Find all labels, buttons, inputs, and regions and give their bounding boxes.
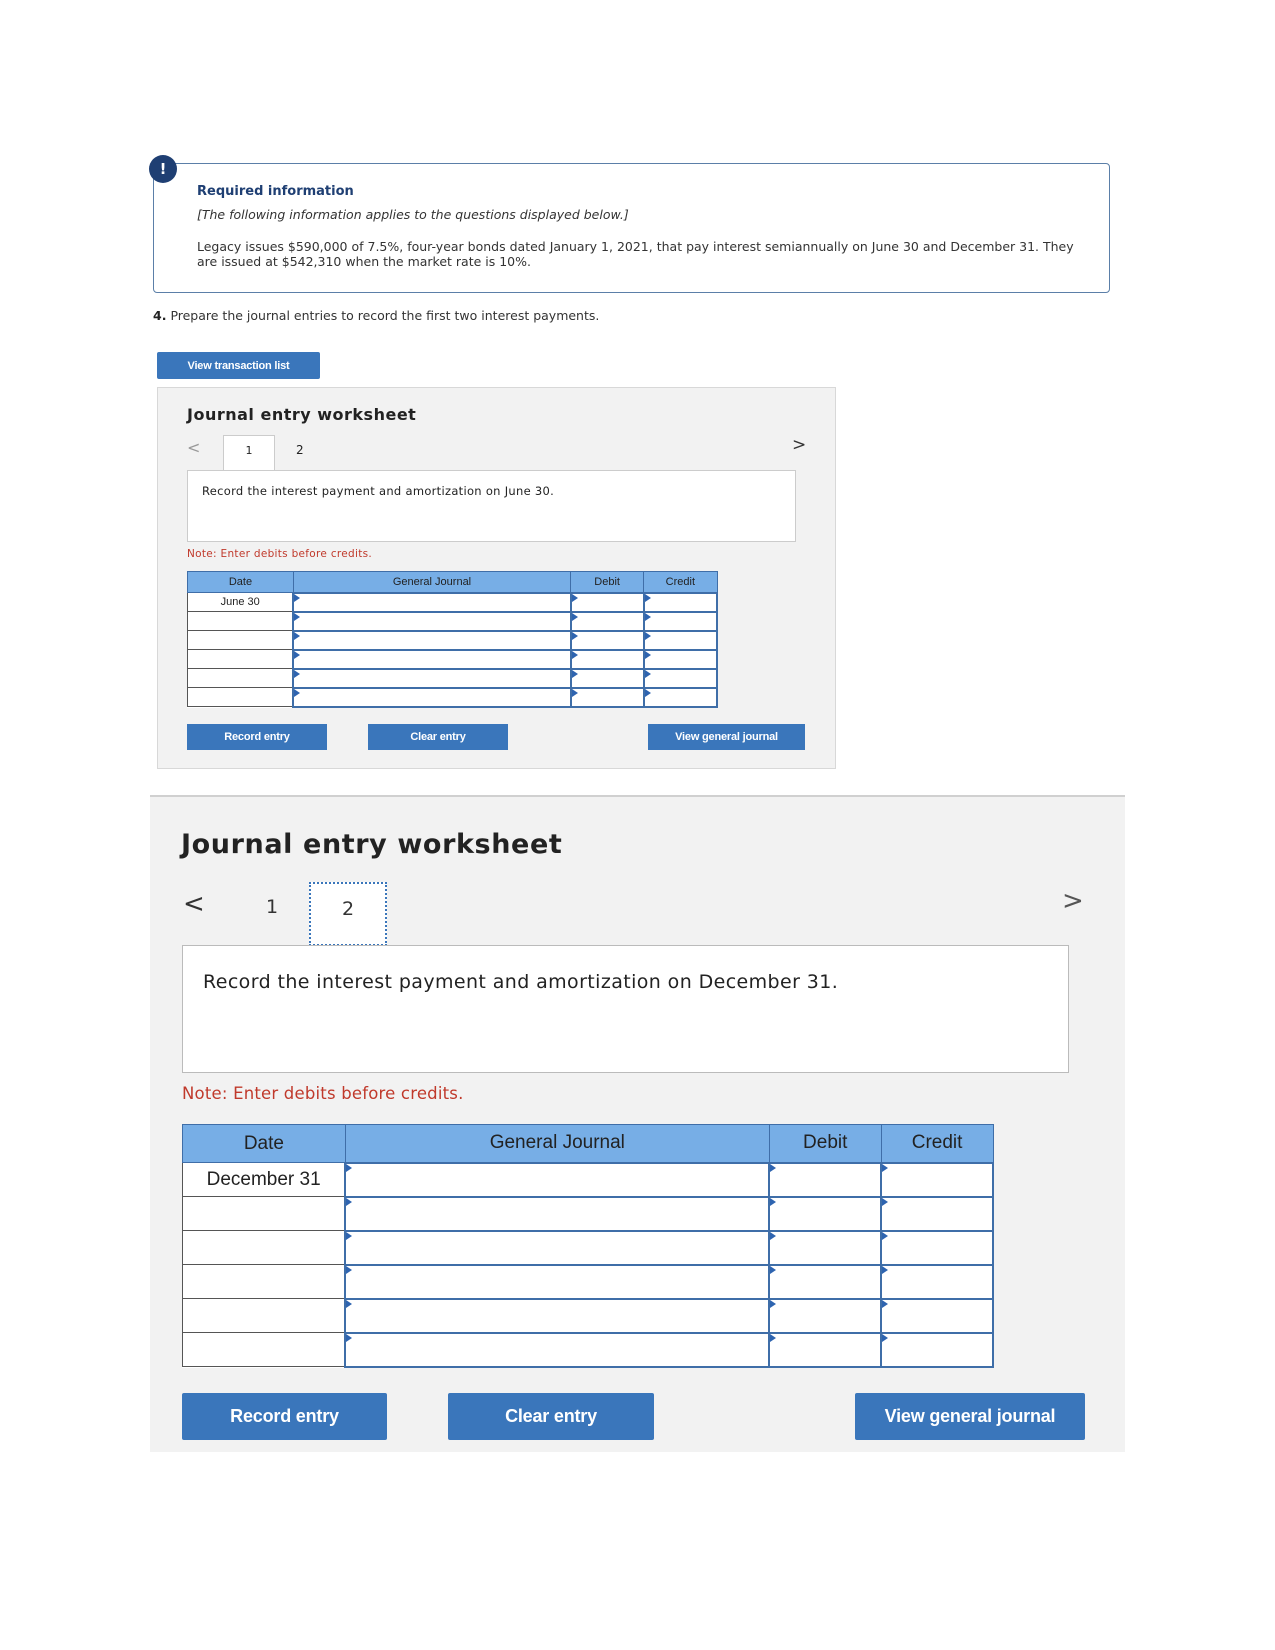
column-header-credit: Credit	[881, 1125, 993, 1163]
instruction-box	[187, 470, 796, 542]
credit-input[interactable]	[644, 688, 717, 707]
credit-input[interactable]	[881, 1231, 993, 1265]
credit-input[interactable]	[644, 650, 717, 669]
date-cell: June 30	[188, 593, 294, 612]
instruction-box	[182, 945, 1069, 1073]
debit-input[interactable]	[769, 1197, 881, 1231]
column-header-credit: Credit	[644, 572, 717, 593]
date-cell	[183, 1231, 346, 1265]
account-dropdown[interactable]	[345, 1163, 769, 1197]
record-entry-button[interactable]: Record entry	[187, 724, 327, 750]
account-dropdown[interactable]	[293, 612, 570, 631]
table-row	[188, 631, 718, 650]
table-row	[188, 612, 718, 631]
table-row	[183, 1231, 994, 1265]
note-text: Note: Enter debits before credits.	[182, 1084, 464, 1103]
worksheet-title: Journal entry worksheet	[187, 405, 417, 424]
debit-input[interactable]	[571, 612, 644, 631]
table-row	[183, 1299, 994, 1333]
required-info-box	[153, 163, 1110, 293]
question-number: 4.	[153, 308, 167, 323]
column-header-date: Date	[183, 1125, 346, 1163]
debit-input[interactable]	[571, 650, 644, 669]
column-header-general-journal: General Journal	[293, 572, 570, 593]
date-cell	[188, 612, 294, 631]
tab-2[interactable]: 2	[309, 882, 387, 946]
question	[153, 308, 599, 323]
prev-chevron-icon[interactable]: <	[187, 438, 201, 457]
account-dropdown[interactable]	[345, 1231, 769, 1265]
date-cell	[188, 688, 294, 707]
clear-entry-button[interactable]: Clear entry	[448, 1393, 654, 1440]
journal-worksheet-small	[157, 387, 836, 769]
date-cell	[188, 669, 294, 688]
info-subtitle: [The following information applies to the questions displayed below.]	[197, 207, 629, 222]
instruction-text: Record the interest payment and amortization on December 31.	[203, 971, 839, 993]
credit-input[interactable]	[881, 1299, 993, 1333]
account-dropdown[interactable]	[293, 650, 570, 669]
journal-table	[187, 571, 718, 708]
account-dropdown[interactable]	[293, 631, 570, 650]
tab-1[interactable]: 1	[266, 896, 279, 918]
tab-1[interactable]: 1	[223, 435, 275, 471]
debit-input[interactable]	[571, 669, 644, 688]
view-general-journal-button[interactable]: View general journal	[855, 1393, 1085, 1440]
credit-input[interactable]	[881, 1265, 993, 1299]
table-row	[188, 688, 718, 707]
debit-input[interactable]	[769, 1265, 881, 1299]
date-cell	[183, 1299, 346, 1333]
account-dropdown[interactable]	[345, 1333, 769, 1367]
journal-table	[182, 1124, 994, 1368]
column-header-date: Date	[188, 572, 294, 593]
table-row	[183, 1265, 994, 1299]
date-cell	[183, 1333, 346, 1367]
debit-input[interactable]	[571, 631, 644, 650]
credit-input[interactable]	[881, 1333, 993, 1367]
tab-2[interactable]: 2	[296, 443, 304, 457]
table-row	[183, 1333, 994, 1367]
next-chevron-icon[interactable]: >	[1062, 886, 1084, 916]
debit-input[interactable]	[571, 688, 644, 707]
question-text: Prepare the journal entries to record the first two interest payments.	[170, 308, 600, 323]
next-chevron-icon[interactable]: >	[792, 435, 807, 455]
table-row	[188, 650, 718, 669]
column-header-debit: Debit	[769, 1125, 881, 1163]
table-row	[183, 1197, 994, 1231]
credit-input[interactable]	[644, 669, 717, 688]
account-dropdown[interactable]	[345, 1197, 769, 1231]
note-text: Note: Enter debits before credits.	[187, 548, 373, 560]
instruction-text: Record the interest payment and amortization on June 30.	[202, 484, 555, 498]
date-cell	[188, 631, 294, 650]
date-cell	[188, 650, 294, 669]
debit-input[interactable]	[769, 1333, 881, 1367]
view-general-journal-button[interactable]: View general journal	[648, 724, 805, 750]
account-dropdown[interactable]	[293, 688, 570, 707]
credit-input[interactable]	[644, 612, 717, 631]
account-dropdown[interactable]	[293, 593, 570, 612]
credit-input[interactable]	[881, 1197, 993, 1231]
date-cell	[183, 1265, 346, 1299]
column-header-debit: Debit	[571, 572, 644, 593]
debit-input[interactable]	[769, 1231, 881, 1265]
record-entry-button[interactable]: Record entry	[182, 1393, 387, 1440]
date-cell: December 31	[183, 1163, 346, 1197]
info-title: Required information	[197, 184, 354, 199]
credit-input[interactable]	[881, 1163, 993, 1197]
worksheet-title: Journal entry worksheet	[181, 829, 563, 860]
account-dropdown[interactable]	[345, 1265, 769, 1299]
column-header-general-journal: General Journal	[345, 1125, 769, 1163]
table-row	[188, 593, 718, 612]
account-dropdown[interactable]	[293, 669, 570, 688]
credit-input[interactable]	[644, 631, 717, 650]
table-row	[183, 1163, 994, 1197]
clear-entry-button[interactable]: Clear entry	[368, 724, 508, 750]
account-dropdown[interactable]	[345, 1299, 769, 1333]
journal-worksheet-large	[150, 795, 1125, 1452]
table-row	[188, 669, 718, 688]
view-transaction-list-button[interactable]: View transaction list	[157, 352, 320, 379]
date-cell	[183, 1197, 346, 1231]
debit-input[interactable]	[769, 1299, 881, 1333]
debit-input[interactable]	[571, 593, 644, 612]
info-body: Legacy issues $590,000 of 7.5%, four-year bonds dated January 1, 2021, that pay interest semiannually on June 30 and December 31. They are issued at $542,310 when the market rate is 10%.	[197, 239, 1074, 269]
prev-chevron-icon[interactable]: <	[183, 889, 205, 919]
alert-icon: !	[149, 155, 177, 183]
credit-input[interactable]	[644, 593, 717, 612]
debit-input[interactable]	[769, 1163, 881, 1197]
